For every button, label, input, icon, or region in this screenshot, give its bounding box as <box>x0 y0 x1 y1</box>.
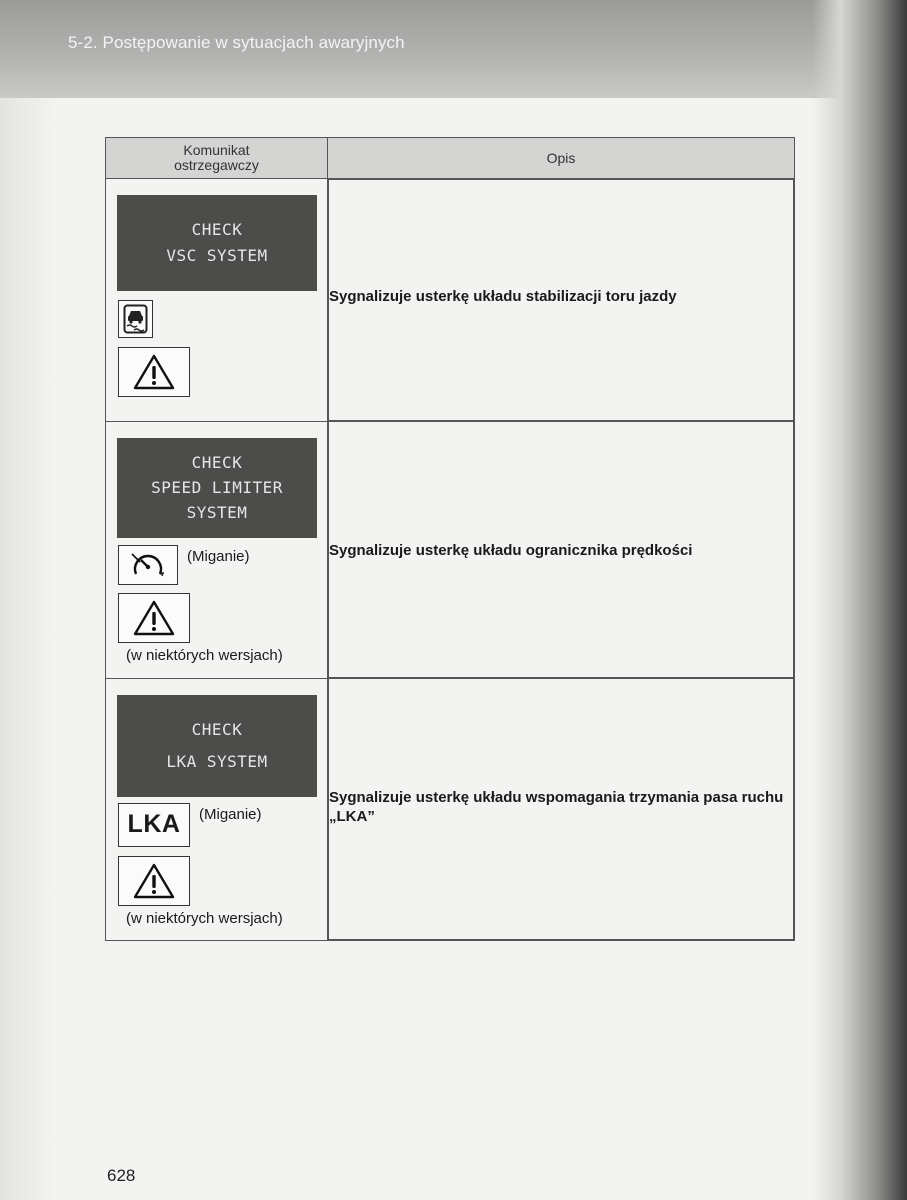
warning-triangle-icon <box>118 347 190 397</box>
lka-icon-label: LKA <box>127 810 181 838</box>
description-cell: Sygnalizuje usterkę układu stabilizacji toru jazdy <box>328 179 794 421</box>
message-cell <box>106 421 328 678</box>
lcd-message-display: CHECK LKA SYSTEM <box>117 695 317 797</box>
lcd-message-display: CHECK VSC SYSTEM <box>117 195 317 291</box>
warning-messages-table <box>105 137 795 941</box>
table-row <box>106 678 795 941</box>
message-cell <box>106 678 328 941</box>
lka-icon <box>118 803 190 847</box>
table-row <box>106 421 795 678</box>
page-left-shadow <box>0 98 55 1200</box>
description-cell: Sygnalizuje usterkę układu wspomagania trzymania pasa ruchu „LKA” <box>328 678 794 940</box>
blinking-note: (Miganie) <box>199 805 262 823</box>
column-header-message: Komunikat ostrzegawczy <box>106 138 328 179</box>
lcd-message-display: CHECK SPEED LIMITER SYSTEM <box>117 438 317 538</box>
page-number: 628 <box>107 1166 136 1185</box>
description-cell: Sygnalizuje usterkę układu ogranicznika prędkości <box>328 421 794 678</box>
vsc-off-icon <box>118 300 153 338</box>
warning-triangle-icon <box>118 593 190 643</box>
speed-limiter-icon <box>118 545 178 585</box>
section-header-band <box>0 0 907 98</box>
message-cell <box>106 179 328 422</box>
version-footnote: (w niektórych wersjach) <box>126 909 283 927</box>
blinking-note: (Miganie) <box>187 547 250 565</box>
page-spine-shadow <box>812 0 907 1200</box>
warning-triangle-icon <box>118 856 190 906</box>
column-header-description: Opis <box>328 138 795 179</box>
section-title: 5-2. Postępowanie w sytuacjach awaryjnych <box>68 33 405 52</box>
version-footnote: (w niektórych wersjach) <box>126 646 283 664</box>
table-row <box>106 179 795 422</box>
